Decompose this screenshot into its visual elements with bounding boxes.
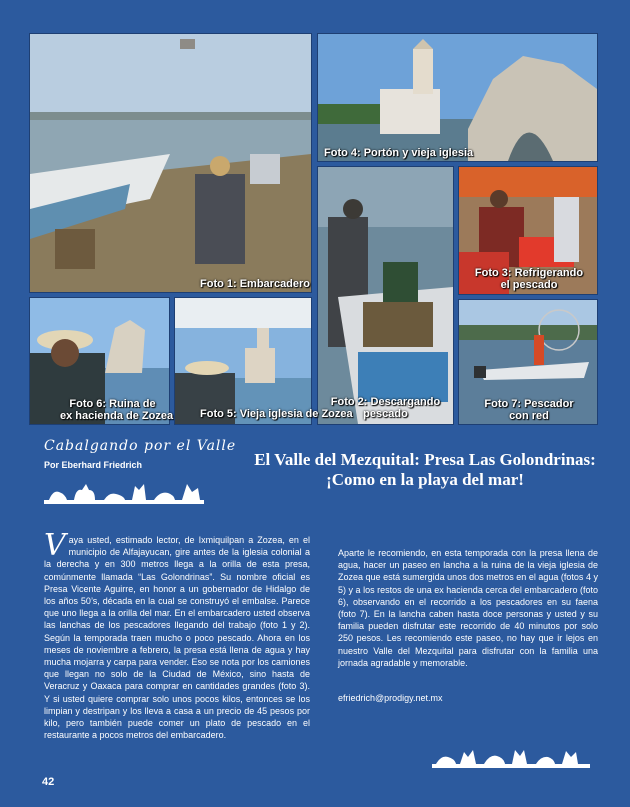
- article-body-left: [44, 528, 310, 741]
- horses-silhouette-decoration: [432, 744, 590, 768]
- photo-embarcadero: [29, 33, 312, 293]
- caption-line: Foto 7: Pescador: [484, 398, 574, 410]
- photo-caption: Foto 1: Embarcadero: [200, 278, 311, 290]
- photo-vieja-iglesia-zozea: [174, 297, 353, 425]
- headline-line: ¡Como en la playa del mar!: [326, 470, 524, 489]
- paragraph: aya usted, estimado lector, de Ixmiquilpan a Zozea, en el municipio de Alfajayucan, gire antes de la iglesia colonial a la derecha y en 300 metros llega a la orilla de esta presa, comúnmente llamada “Las Golondrinas”. Su nombre oficial es Presa Vicente Aguirre, en honor a un gobernador de Hidalgo de los años 50’s, década en la cual se construyó el embalse. Parece que uno llega a la orilla del mar. En el embarcadero usted observa las lanchas de los pescadores llegando del trabajo (foto 1 y 2). Según la temporada traen mucho o poco pescado. Ahora en los meses de noviembre a febrero, la presa está llena de agua y hay mucha mojarra y carpa para vender. Eso se nota por los camiones que llegan no solo de la Ciudad de México, sino hasta de Veracruz y Oaxaca para comprar en cantidades grandes (foto 3). Y si usted quiere comprar solo unos pocos kilos, entonces se los limpian y destripan y los lleva a casa a un precio de 45 pesos por kilo, pero también puede comer un plato de pescado en el restaurante a pocos metros del embarcadero.: [44, 535, 310, 741]
- cowboy-silhouette-decoration: [44, 478, 204, 504]
- author-email: efriedrich@prodigy.net.mx: [338, 693, 443, 703]
- caption-line: Foto 6: Ruina de: [69, 398, 156, 410]
- article-body-right: [338, 547, 598, 669]
- headline-line: El Valle del Mezquital: Presa Las Golondrinas:: [254, 450, 596, 469]
- photo-caption: [60, 398, 174, 422]
- drop-cap: V: [44, 528, 66, 563]
- caption-line: pescado: [363, 408, 408, 420]
- caption-line: Foto 3: Refrigerando: [474, 267, 584, 279]
- photo-caption: Foto 4: Portón y vieja iglesia: [324, 147, 474, 159]
- photo-caption: Foto 5: Vieja iglesia de Zozea: [200, 408, 353, 420]
- photo-refrigerando: [458, 166, 598, 295]
- photo-porton-iglesia: [317, 33, 598, 162]
- caption-line: ex hacienda de Zozea: [60, 410, 174, 422]
- page-number: 42: [42, 776, 55, 788]
- column-name: Cabalgando por el Valle: [44, 438, 237, 454]
- caption-line: el pescado: [500, 279, 558, 291]
- photo-caption: [469, 267, 589, 291]
- photo-ruina-hacienda: [29, 297, 174, 425]
- photo-descargando: [317, 166, 454, 425]
- caption-line: con red: [509, 410, 549, 422]
- article-headline: [250, 450, 600, 490]
- byline: Por Eberhard Friedrich: [44, 460, 143, 470]
- photo-caption: [469, 398, 589, 422]
- photo-pescador-red: [458, 299, 598, 425]
- caption-line: Foto 2: Descargando: [330, 396, 441, 408]
- paragraph: Aparte le recomiendo, en esta temporada con la presa llena de agua, hacer un paseo en lancha a la ruina de la vieja iglesia de Zozea que está sumergida unos dos metros en el agua (fotos 4 y 5) y a los restos de una ex hacienda cerca del embarcadero (foto 6), observando en el recorrido a los pescadores en su faena (foto 7). En la lancha caben hasta doce personas y usted y su familia pueden disfrutar este recorrido de 40 minutos por solo 250 pesos. Les recomiendo este paseo, no hay que ir lejos en nuestro Valle del Mezquital para disfrutar con la familia una jornada agradable y memorable.: [338, 548, 598, 668]
